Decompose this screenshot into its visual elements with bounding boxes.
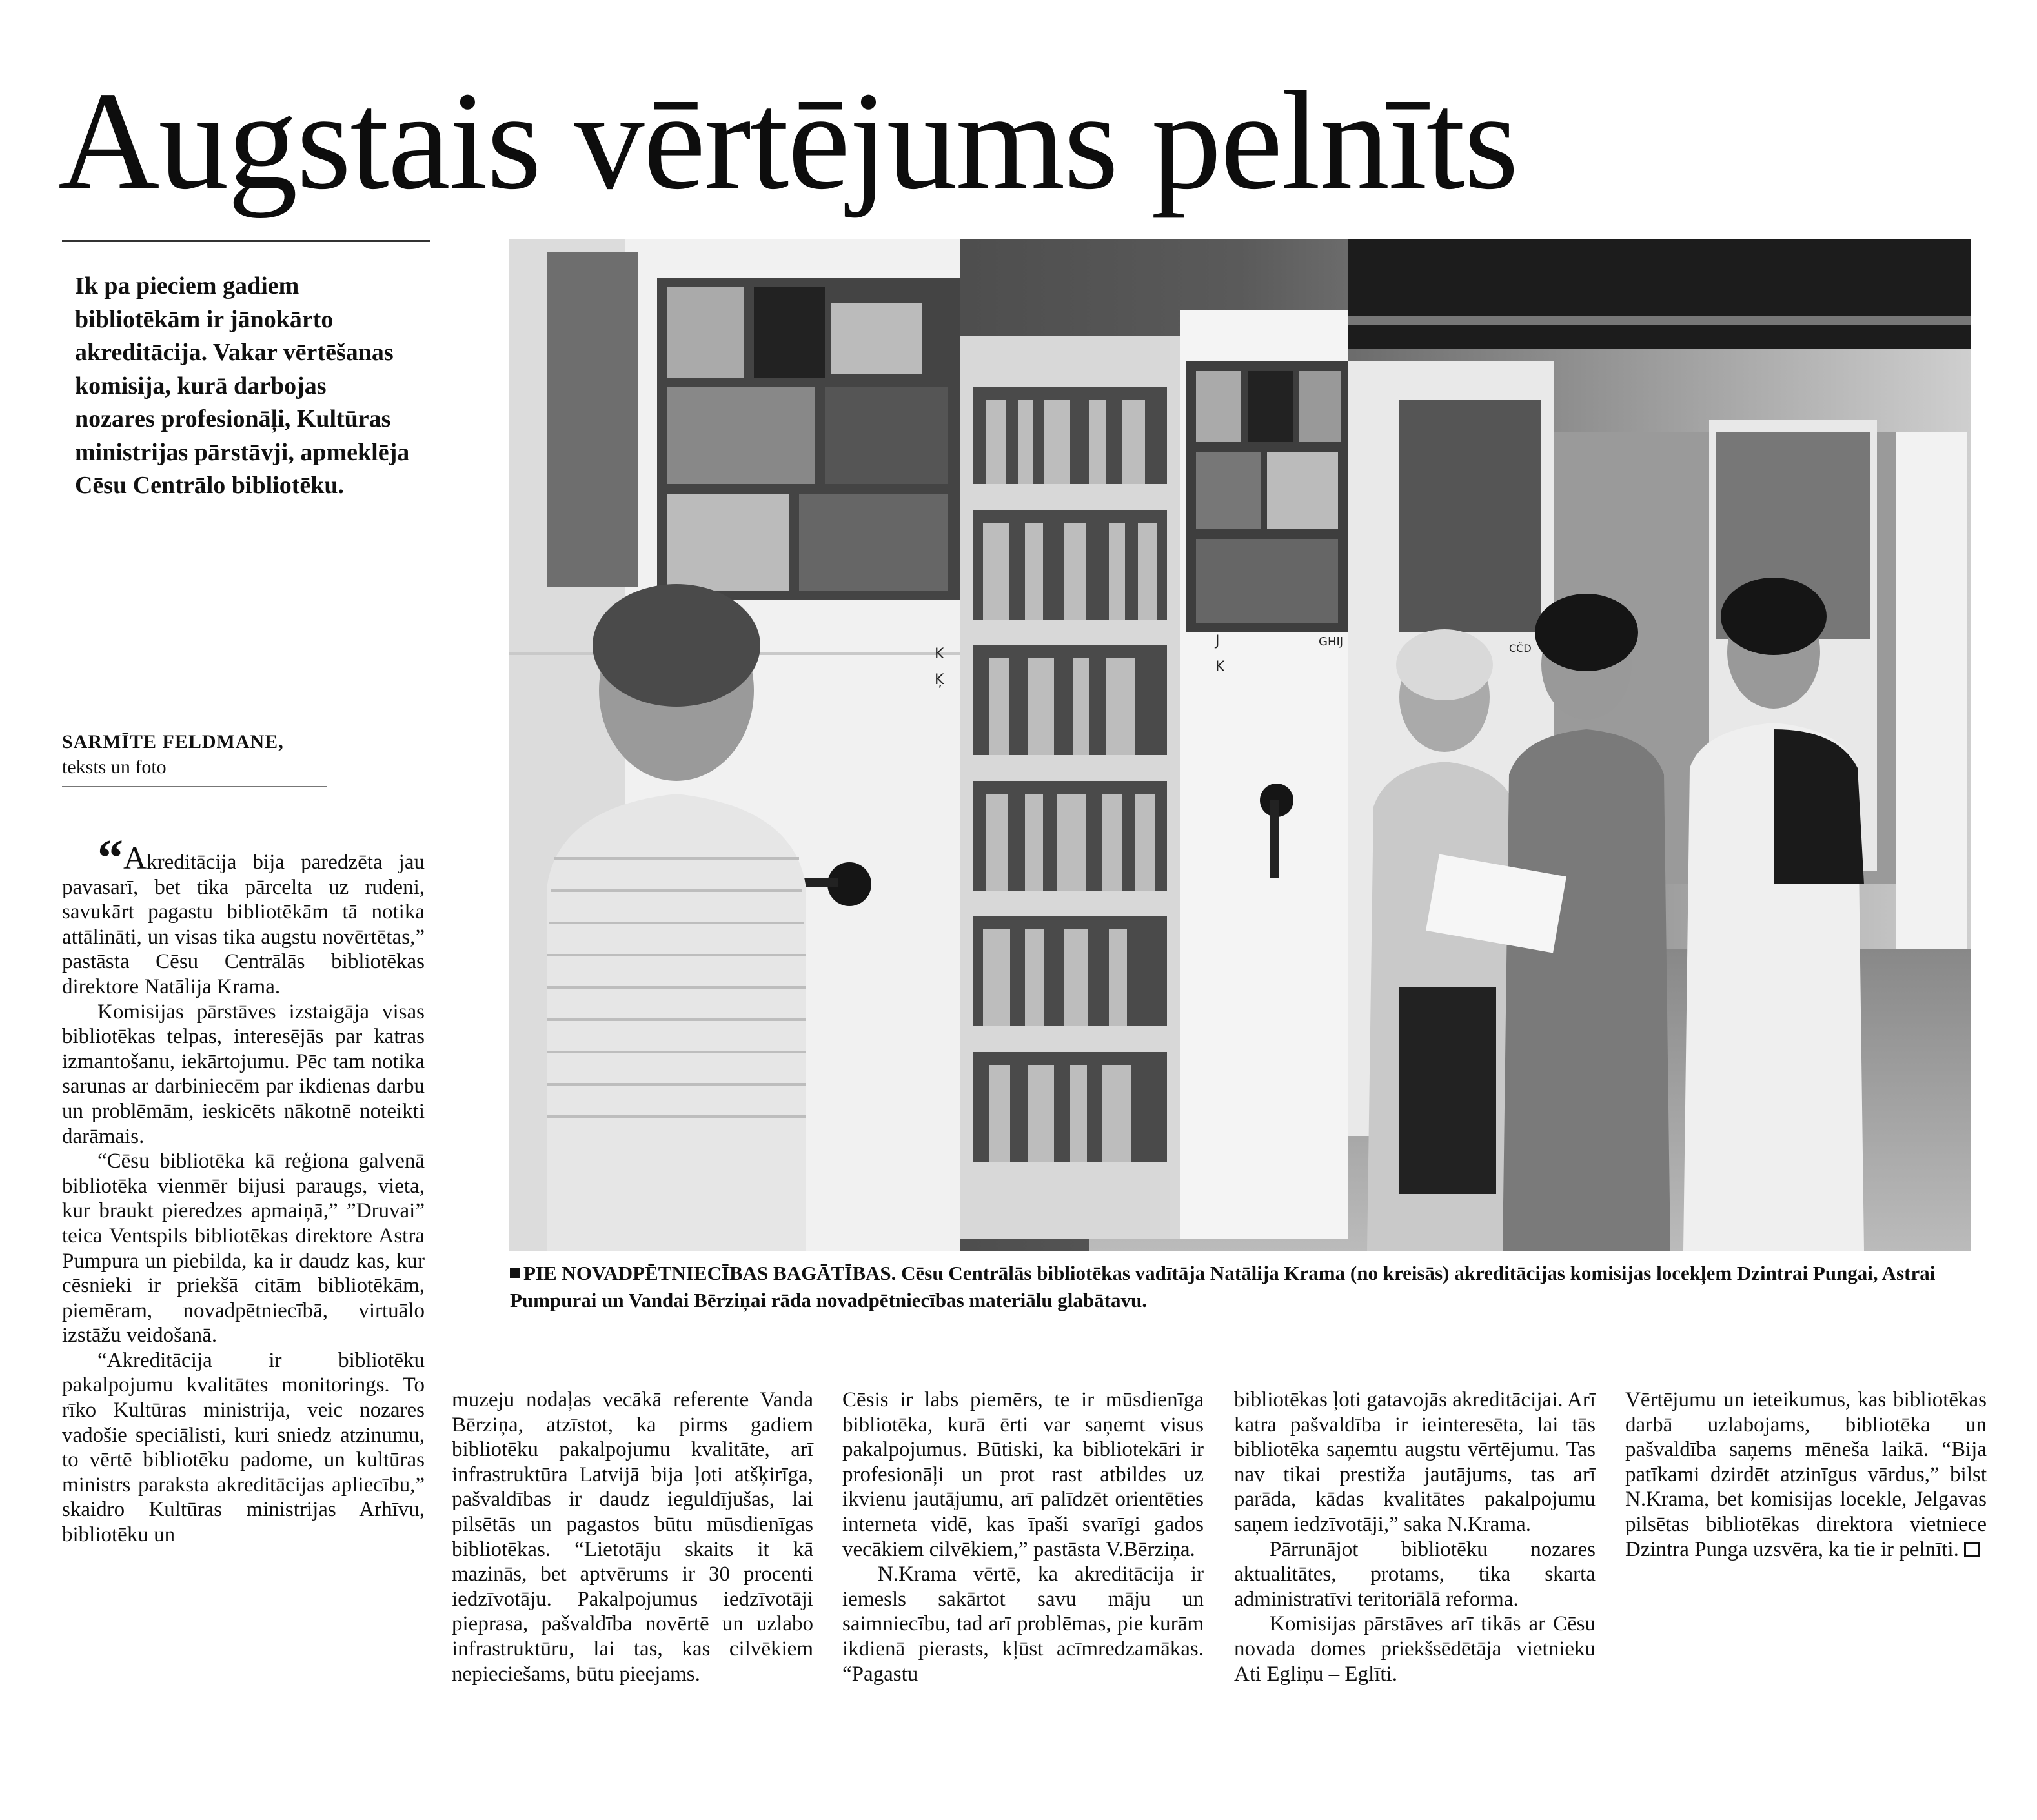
body-column-5	[1625, 1388, 1987, 1562]
author-name: SARMĪTE FELDMANE,	[62, 731, 284, 753]
body-paragraph	[62, 830, 425, 1000]
shelf-label-j: J	[1215, 633, 1220, 649]
photo-illustration	[509, 239, 1971, 1251]
byline	[62, 729, 327, 787]
caption-text: Cēsu Centrālās bibliotēkas vadītāja Natālija Krama (no kreisās) akreditācijas komisijas locekļem Dzintrai Pungai, Astrai Pumpurai un Vandai Bērziņai rāda novadpētniecības materiālu glabātavu.	[510, 1262, 1936, 1311]
body-paragraph: “Cēsu bibliotēka kā reģiona galvenā bibliotēka vienmēr bijusi paraugs, vieta, kur braukt pieredzes apmaiņā,” ”Druvai” teica Ventspils bibliotēkas direktore Astra Pumpura un piebilda, ka ir daudz kas, kur cēsnieki ir priekšā citām bibliotēkām, piemēram, novadpētniecībā, virtuālo izstāžu veidošanā.	[62, 1149, 425, 1348]
body-column-1	[62, 830, 425, 1548]
body-paragraph: Komisijas pārstāves izstaigāja visas bibliotēkas telpas, interesējās par katras izmantošanu, iekārtojumu. Pēc tam notika sarunas ar darbiniecēm par ikdienas darbu un problēmām, ieskicēts nākotnē noteikti darāmais.	[62, 1000, 425, 1148]
shelf-label-kj: Ķ	[935, 672, 944, 688]
paragraph-text: kreditācija bija paredzēta jau pavasarī, bet tika pārcelta uz rudeni, savukārt pagastu bibliotēkām tā notika attālināti, un visas tika augstu novērtētas,” pastāsta Cēsu Centrālās bibliotēkas direktore Natālija Krama.	[62, 851, 425, 998]
opening-quote: “	[97, 830, 123, 887]
shelf-label-k: K	[935, 646, 944, 662]
body-paragraph: N.Krama vērtē, ka akreditācija ir iemesls sakārtot savu māju un saimniecību, tad arī problēmas, pie kurām ikdienā pierasts, kļūst acīmredzamākas. “Pagastu	[842, 1562, 1204, 1686]
body-paragraph: muzeju nodaļas vecākā referente Vanda Bērziņa, atzīstot, ka pirms gadiem bibliotēku pakalpojumu kvalitāte, arī infrastruktūra Latvijā bija ļoti atšķirīga, pašvaldības ir daudz ieguldījušas, lai pilsētās un pagastos būtu mūsdienīgas bibliotēkas. “Lietotāju skaits it kā mazinās, bet aptvērums ir 30 procenti iedzīvotāju. Pakalpojumus iedzīvotāji pieprasa, pašvaldība novērtē un uzlabo infrastruktūru, lai tas, kas cilvēkiem nepieciešams, būtu pieejams.	[452, 1388, 813, 1686]
body-column-2	[452, 1388, 813, 1686]
body-column-3	[842, 1388, 1204, 1686]
photo-caption	[510, 1260, 1969, 1314]
dropcap: A	[123, 840, 147, 876]
body-paragraph: Komisijas pārstāves arī tikās ar Cēsu novada domes priekšsēdētāja vietnieku Ati Egliņu – Eglīti.	[1234, 1612, 1596, 1686]
lead-paragraph: Ik pa pieciem gadiem bibliotēkām ir jānokārto akreditācija. Vakar vērtēšanas komisija, kurā darbojas nozares profesionāļi, Kultūras ministrijas pārstāvji, apmeklēja Cēsu Centrālo bibliotēku.	[75, 272, 410, 499]
body-paragraph	[1625, 1388, 1987, 1562]
article-photo	[509, 239, 1971, 1251]
headline-rule	[62, 240, 430, 242]
shelf-label-k2: K	[1215, 659, 1225, 675]
body-column-4	[1234, 1388, 1596, 1686]
author-role: teksts un foto	[62, 756, 167, 778]
byline-rule	[62, 786, 327, 787]
body-paragraph: Pārrunājot bibliotēku nozares aktualitātes, protams, tika skarta administratīvi teritoriālā reforma.	[1234, 1537, 1596, 1611]
body-paragraph: “Akreditācija ir bibliotēku pakalpojumu kvalitātes monitorings. To rīko Kultūras ministrija, veic nozares vadošie speciālisti, kuri sniedz atzinumu, to vērtē bibliotēku padome, un kultūras ministrs paraksta akreditācijas apliecību,” skaidro Kultūras ministrijas Arhīvu, bibliotēku un	[62, 1348, 425, 1547]
headline: Augstais vērtējums pelnīts	[58, 63, 1517, 219]
caption-square-icon	[510, 1268, 520, 1278]
body-paragraph: Cēsis ir labs piemērs, te ir mūsdienīga bibliotēka, kurā ērti var saņemt visus pakalpojumus. Būtiski, ka bibliotekāri ir profesionāļi un prot rast atbildes uz ikvienu jautājumu, arī palīdzēt orientēties interneta vidē, kas īpaši svarīgi gados vecākiem cilvēkiem,” pastāsta V.Bērziņa.	[842, 1388, 1204, 1561]
body-paragraph: bibliotēkas ļoti gatavojās akreditācijai. Arī katra pašvaldība ir ieinteresēta, lai tās bibliotēka saņemtu augstu vērtējumu. Tas nav tikai prestiža jautājums, tas arī parāda, kādas kvalitātes pakalpojumu saņem iedzīvotāji,” saka N.Krama.	[1234, 1388, 1596, 1536]
paragraph-text: Vērtējumu un ieteikumus, kas bibliotēkas darbā uzlabojams, bibliotēka un pašvaldība saņems mēneša laikā. “Bija patīkami dzirdēt atzinīgus vārdus,” bilst N.Krama, bet komisijas locekle, Jelgavas pilsētas bibliotēkas direktora vietniece Dzintra Punga uzsvēra, ka tie ir pelnīti.	[1625, 1388, 1987, 1561]
caption-lead: PIE NOVADPĒTNIECĪBAS BAGĀTĪBAS.	[523, 1262, 897, 1284]
shelf-label-ghij: GHIJ	[1319, 635, 1344, 649]
end-mark-icon	[1964, 1542, 1980, 1557]
shelf-label-ccd: CČD	[1509, 642, 1532, 654]
